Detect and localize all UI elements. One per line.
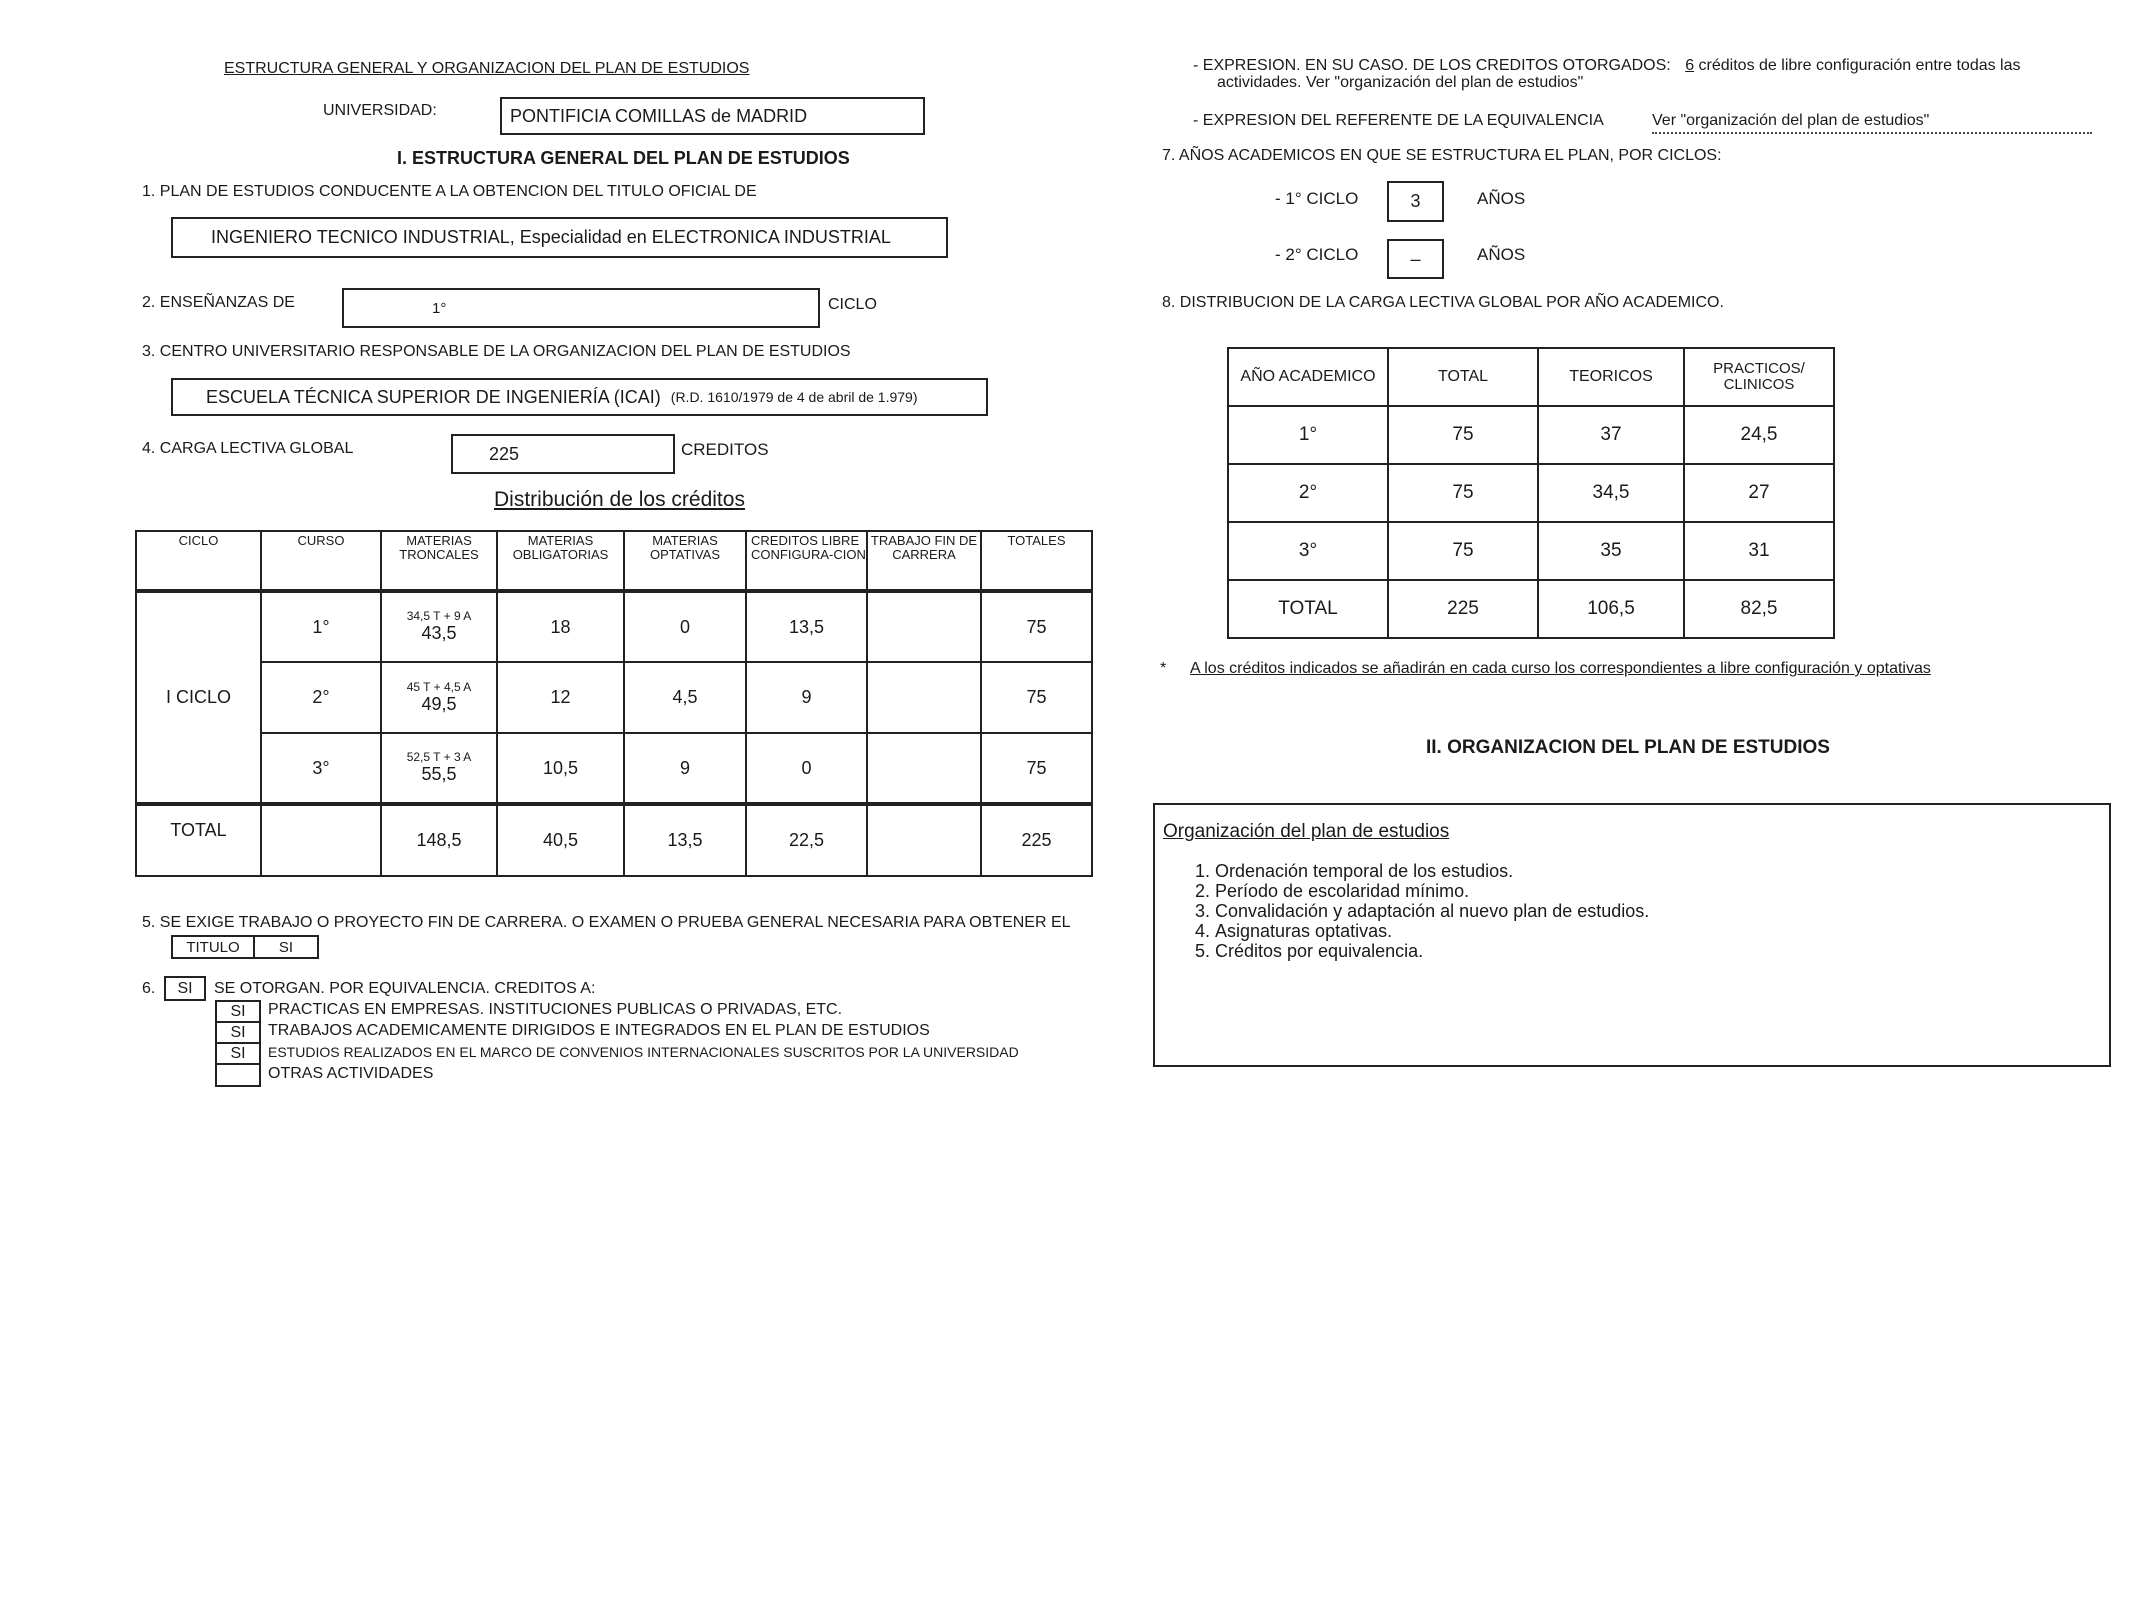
table-row: [1228, 522, 1834, 580]
cycle-cell: I CICLO: [136, 591, 261, 804]
libre-cell: 0: [746, 733, 867, 804]
totales-cell: 75: [981, 733, 1092, 804]
expr-credits-suffix: créditos de libre configuración entre todas las: [1698, 57, 2021, 74]
list-item: 3. Convalidación y adaptación al nuevo plan de estudios.: [1215, 901, 1649, 921]
header-totales: TOTALES: [981, 531, 1092, 591]
academic-load-table: [1227, 347, 1835, 639]
item5-box-label: TITULO: [173, 937, 255, 957]
ano-cell: 3°: [1228, 522, 1388, 580]
item8-label: 8. DISTRIBUCION DE LA CARGA LECTIVA GLOBAL POR AÑO ACADEMICO.: [1162, 294, 1724, 311]
header-total: TOTAL: [1388, 348, 1538, 406]
expr-ref-dotted-line: [1652, 132, 2092, 134]
item6-text: SE OTORGAN. POR EQUIVALENCIA. CREDITOS A:: [214, 980, 596, 997]
header-optativas: MATERIAS OPTATIVAS: [624, 531, 746, 591]
header-obligatorias: MATERIAS OBLIGATORIAS: [497, 531, 624, 591]
ano-cell: 1°: [1228, 406, 1388, 464]
troncales-note: 34,5 T + 9 A: [406, 609, 472, 623]
ano-cell: 2°: [1228, 464, 1388, 522]
center-field: [171, 378, 988, 416]
practicos-cell: 24,5: [1684, 406, 1834, 464]
expr-ref-label: - EXPRESION DEL REFERENTE DE LA EQUIVALENCIA: [1193, 112, 1604, 129]
footnote-mark: *: [1160, 660, 1167, 677]
document-title: ESTRUCTURA GENERAL Y ORGANIZACION DEL PLAN DE ESTUDIOS: [224, 60, 750, 77]
total-optativas-cell: 13,5: [624, 804, 746, 876]
header-libre: CREDITOS LIBRE CONFIGURA-CION: [746, 531, 867, 591]
university-label: UNIVERSIDAD:: [323, 102, 437, 119]
curso-cell: 1°: [261, 591, 381, 662]
section1-heading: I. ESTRUCTURA GENERAL DEL PLAN DE ESTUDIOS: [397, 148, 850, 168]
degree-value: INGENIERO TECNICO INDUSTRIAL, Especialidad en ELECTRONICA INDUSTRIAL: [211, 227, 891, 247]
table-header-row: [1228, 348, 1834, 406]
credit-distribution-table: [135, 530, 1093, 877]
option-label-practicas: PRACTICAS EN EMPRESAS. INSTITUCIONES PUBLICAS O PRIVADAS, ETC.: [268, 1001, 843, 1018]
center-note: (R.D. 1610/1979 de 4 de abril de 1.979): [670, 389, 918, 405]
table-header-row: [136, 531, 1092, 591]
option-label-otras: OTRAS ACTIVIDADES: [268, 1065, 434, 1082]
expr-credits-value: 6: [1685, 57, 1695, 74]
item3-label: 3. CENTRO UNIVERSITARIO RESPONSABLE DE LA ORGANIZACION DEL PLAN DE ESTUDIOS: [142, 343, 851, 360]
item6-number: 6.: [142, 980, 156, 997]
university-field: [500, 97, 925, 135]
item5-text: 5. SE EXIGE TRABAJO O PROYECTO FIN DE CARRERA. O EXAMEN O PRUEBA GENERAL NECESARIA PARA OBTENER EL: [142, 914, 1071, 931]
total-cell: 75: [1388, 406, 1538, 464]
optativas-cell: 0: [624, 591, 746, 662]
option-box-otras: [215, 1063, 261, 1087]
total-total-cell: 225: [1388, 580, 1538, 638]
teoricos-total-cell: 106,5: [1538, 580, 1684, 638]
totales-cell: 75: [981, 662, 1092, 733]
cycle1-label: - 1° CICLO: [1275, 189, 1359, 208]
section2-heading: II. ORGANIZACION DEL PLAN DE ESTUDIOS: [1426, 737, 1830, 758]
degree-field: [171, 217, 948, 258]
expr-credits-prefix: - EXPRESION. EN SU CASO. DE LOS CREDITOS OTORGADOS:: [1193, 57, 1671, 74]
organization-box-title: Organización del plan de estudios: [1163, 821, 1450, 842]
option-box-practicas: SI: [215, 1000, 261, 1023]
list-item: 4. Asignaturas optativas.: [1215, 921, 1649, 941]
item2-label: 2. ENSEÑANZAS DE: [142, 294, 295, 311]
cycle-value: 1°: [432, 299, 447, 317]
total-troncales-cell: 148,5: [381, 804, 497, 876]
organization-box: [1153, 803, 2111, 1067]
total-obligatorias-cell: 40,5: [497, 804, 624, 876]
totales-cell: 75: [981, 591, 1092, 662]
table-row: [136, 662, 1092, 733]
total-cell: 75: [1388, 522, 1538, 580]
ano-total-cell: TOTAL: [1228, 580, 1388, 638]
table-total-row: [1228, 580, 1834, 638]
cycle2-suffix: AÑOS: [1477, 245, 1526, 264]
total-trabajo-cell: [867, 804, 981, 876]
total-curso-cell: [261, 804, 381, 876]
troncales-note: 52,5 T + 3 A: [406, 750, 472, 764]
footnote-text: A los créditos indicados se añadirán en cada curso los correspondientes a libre configuración y optativas: [1190, 660, 1931, 677]
troncales-value: 43,5: [421, 623, 457, 643]
item7-label: 7. AÑOS ACADEMICOS EN QUE SE ESTRUCTURA EL PLAN, POR CICLOS:: [1162, 147, 1722, 164]
header-troncales: MATERIAS TRONCALES: [381, 531, 497, 591]
list-item: 5. Créditos por equivalencia.: [1215, 941, 1649, 961]
header-teoricos: TEORICOS: [1538, 348, 1684, 406]
item2-suffix: CICLO: [828, 296, 877, 313]
obligatorias-cell: 12: [497, 662, 624, 733]
item4-label: 4. CARGA LECTIVA GLOBAL: [142, 440, 354, 457]
header-curso: CURSO: [261, 531, 381, 591]
obligatorias-cell: 10,5: [497, 733, 624, 804]
option-label-convenios: ESTUDIOS REALIZADOS EN EL MARCO DE CONVENIOS INTERNACIONALES SUSCRITOS POR LA UNIVERSIDAD: [268, 1044, 1019, 1060]
option-box-convenios: SI: [215, 1042, 261, 1065]
troncales-note: 45 T + 4,5 A: [406, 679, 472, 694]
header-trabajo: TRABAJO FIN DE CARRERA: [867, 531, 981, 591]
troncales-cell: [381, 662, 497, 733]
trabajo-cell: [867, 662, 981, 733]
item6-box: SI: [164, 976, 206, 1001]
item5-answer-box: [171, 935, 319, 959]
total-label-cell: TOTAL: [136, 804, 261, 876]
table-row: [1228, 464, 1834, 522]
credits-field: [451, 434, 675, 474]
cycle1-suffix: AÑOS: [1477, 189, 1526, 208]
libre-cell: 9: [746, 662, 867, 733]
expr-credits-line2: actividades. Ver "organización del plan de estudios": [1217, 74, 1584, 91]
curso-cell: 3°: [261, 733, 381, 804]
practicos-total-cell: 82,5: [1684, 580, 1834, 638]
teoricos-cell: 34,5: [1538, 464, 1684, 522]
practicos-cell: 31: [1684, 522, 1834, 580]
center-value: ESCUELA TÉCNICA SUPERIOR DE INGENIERÍA (ICAI): [206, 386, 661, 407]
table-row: [1228, 406, 1834, 464]
obligatorias-cell: 18: [497, 591, 624, 662]
cycle2-label: - 2° CICLO: [1275, 245, 1359, 264]
cycle2-value-box: –: [1387, 239, 1444, 279]
table-total-row: [136, 804, 1092, 876]
header-ciclo: CICLO: [136, 531, 261, 591]
university-value: PONTIFICIA COMILLAS de MADRID: [510, 105, 808, 126]
optativas-cell: 4,5: [624, 662, 746, 733]
credits-value: 225: [489, 443, 520, 464]
list-item: 1. Ordenación temporal de los estudios.: [1215, 861, 1649, 881]
header-ano: AÑO ACADEMICO: [1228, 348, 1388, 406]
item1-label: 1. PLAN DE ESTUDIOS CONDUCENTE A LA OBTENCION DEL TITULO OFICIAL DE: [142, 183, 757, 200]
list-item: 2. Período de escolaridad mínimo.: [1215, 881, 1649, 901]
troncales-value: 49,5: [421, 693, 457, 714]
table-row: [136, 591, 1092, 662]
distribution-title: Distribución de los créditos: [494, 488, 745, 511]
item5-box-value: SI: [278, 938, 294, 956]
trabajo-cell: [867, 591, 981, 662]
troncales-cell: [381, 591, 497, 662]
option-box-trabajos: SI: [215, 1021, 261, 1044]
total-totales-cell: 225: [981, 804, 1092, 876]
table-row: [136, 733, 1092, 804]
practicos-cell: 27: [1684, 464, 1834, 522]
option-label-trabajos: TRABAJOS ACADEMICAMENTE DIRIGIDOS E INTEGRADOS EN EL PLAN DE ESTUDIOS: [268, 1022, 930, 1039]
curso-cell: 2°: [261, 662, 381, 733]
troncales-value: 55,5: [421, 764, 457, 784]
troncales-cell: [381, 733, 497, 804]
expr-ref-value: Ver "organización del plan de estudios": [1652, 112, 1930, 129]
total-cell: 75: [1388, 464, 1538, 522]
total-libre-cell: 22,5: [746, 804, 867, 876]
cycle-field: [342, 288, 820, 328]
organization-list: [1191, 861, 1649, 961]
item4-suffix: CREDITOS: [681, 440, 769, 459]
teoricos-cell: 35: [1538, 522, 1684, 580]
cycle1-value-box: 3: [1387, 181, 1444, 222]
libre-cell: 13,5: [746, 591, 867, 662]
trabajo-cell: [867, 733, 981, 804]
optativas-cell: 9: [624, 733, 746, 804]
expr-credits-line: [1193, 57, 2021, 75]
header-practicos: PRACTICOS/ CLINICOS: [1684, 348, 1834, 406]
teoricos-cell: 37: [1538, 406, 1684, 464]
